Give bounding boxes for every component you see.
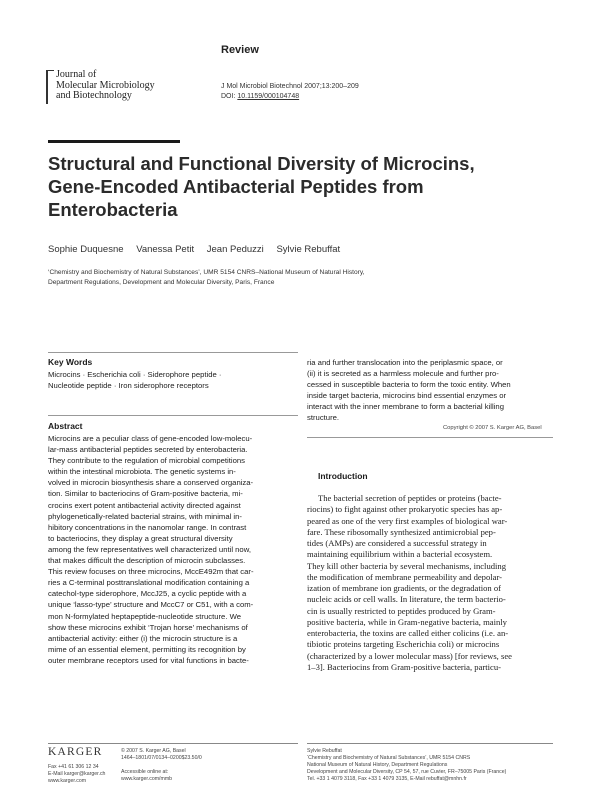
journal-name-line: Journal of: [56, 69, 97, 80]
abstract-line: that makes difficult the description of microcin subclasses.: [48, 556, 246, 566]
publisher-contact: [48, 764, 105, 785]
citation-text: J Mol Microbiol Biotechnol 2007;13:200–209: [221, 83, 359, 90]
affiliation: [48, 268, 468, 288]
correspondence-line: ‘Chemistry and Biochemistry of Natural Substances’, UMR 5154 CNRS: [307, 755, 471, 761]
title-rule: [48, 140, 180, 143]
abstract-line: structure.: [307, 413, 340, 423]
introduction-body: [307, 493, 553, 673]
rights-block: [121, 748, 202, 783]
abstract-line: (ii) it is secreted as a harmless molecule and further pro-: [307, 369, 499, 379]
abstract-line: ries a C-terminal posttranslational modification containing a: [48, 578, 250, 588]
keywords-rule: [48, 352, 298, 353]
contact-line[interactable]: www.karger.com: [48, 778, 87, 784]
abstract-line: to bacteriocins, they display a great structural diversity: [48, 533, 233, 543]
abstract-right: [307, 357, 553, 424]
abstract-line: hibitory concentrations in the nanomolar range. In contrast: [48, 522, 247, 532]
abstract-line: They contribute to the regulation of microbial competitions: [48, 456, 245, 466]
abstract-line: mime of an essential element, permitting its recognition by: [48, 644, 246, 654]
abstract-line: antibacterial activity: either (i) the microcin structure is a: [48, 633, 238, 643]
abstract-line: outer membrane receptors used for vital functions in bacte-: [48, 655, 249, 665]
journal-name: [56, 70, 155, 102]
abstract-line: inside target bacteria, microcins bind essential enzymes or: [307, 391, 507, 401]
author-name: Jean Peduzzi: [206, 244, 264, 255]
citation-block: [221, 82, 359, 102]
intro-line: fare. These ribosomally synthesized antimicrobial pep-: [307, 526, 496, 537]
abstract-line: mon N-formylated heptapeptide-nucleotide structure. We: [48, 611, 241, 621]
keywords-heading: Key Words: [48, 357, 93, 367]
intro-line: (characterized by a lower molecular mass) [for reviews, see: [307, 650, 512, 661]
intro-line: cin is usually restricted to peptides produced by Gram-: [307, 605, 496, 616]
abstract-line: Microcins are a peculiar class of gene-encoded low-molecu-: [48, 434, 253, 443]
abstract-heading: Abstract: [48, 421, 83, 431]
publisher-logo: KARGER: [48, 746, 103, 758]
journal-logo-bar: [46, 70, 48, 104]
keywords-line: Nucleotide peptide · Iron siderophore receptors: [48, 381, 209, 391]
abstract-line: crocins exert potent antibacterial activity directed against: [48, 500, 241, 510]
abstract-line: volved in microcin biosynthesis share a conserved organiza-: [48, 478, 254, 488]
abstract-line: lar-mass antibacterial peptides secreted by enterobacteria.: [48, 445, 248, 455]
abstract-line: show these microcins exhibit ‘Trojan horse’ mechanisms of: [48, 622, 248, 632]
affiliation-line: Department Regulations, Development and Molecular Diversity, Paris, France: [48, 279, 275, 286]
intro-line: positive bacteria, while in Gram-negative bacteria, mainly: [307, 616, 507, 627]
footer-rule-right: [307, 743, 553, 744]
contact-line: Fax +41 61 306 12 34: [48, 764, 99, 770]
intro-line: They kill other bacteria by several mechanisms, including: [307, 560, 507, 571]
doi-label: DOI:: [221, 93, 238, 100]
abstract-line: unique ‘lasso-type’ structure and MccC7 or C51, with a com-: [48, 600, 254, 610]
contact-line: E-Mail karger@karger.ch: [48, 771, 106, 777]
affiliation-line: ‘Chemistry and Biochemistry of Natural Substances’, UMR 5154 CNRS–National Museum of Natural History,: [48, 269, 365, 276]
intro-line: nucleic acids or cell walls. In literature, the term bacterio-: [307, 594, 506, 605]
abstract-rule: [48, 415, 298, 416]
intro-line: 1–3]. Bacteriocins from Gram-positive bacteria, particu-: [307, 661, 502, 672]
abstract-line: tion. Similar to bacteriocins of Gram-positive bacteria, mi-: [48, 489, 243, 499]
abstract-line: This review focuses on three microcins, MccE492m that car-: [48, 567, 254, 577]
journal-name-line: Molecular Microbiology: [56, 79, 155, 91]
rights-line: Accessible online at:: [121, 769, 169, 775]
correspondence-block: [307, 748, 506, 783]
author-name: Sylvie Rebuffat: [276, 244, 341, 255]
journal-name-line: and Biotechnology: [56, 90, 132, 101]
correspondence-line: National Museum of Natural History, Department Regulations: [307, 762, 448, 768]
doi-link[interactable]: 10.1159/000104748: [237, 93, 300, 100]
section-label: Review: [221, 44, 259, 56]
intro-line: The bacterial secretion of peptides or proteins (bacte-: [318, 493, 502, 503]
intro-line: tibiotic proteins targeting Escherichia coli) or microcins: [307, 639, 500, 650]
abstract-line: within the intestinal microbiota. The genetic systems in-: [48, 467, 236, 477]
keywords-list: [48, 369, 300, 391]
abstract-end-rule: [307, 437, 553, 438]
author-name: Sophie Duquesne: [48, 244, 124, 255]
correspondence-line: Tel. +33 1 4079 3118, Fax +33 1 4079 3135, E-Mail rebuffat@mnhn.fr: [307, 776, 467, 782]
intro-line: maintaining equilibrium within a bacterial ecosystem.: [307, 549, 493, 560]
abstract-line: ria and further translocation into the periplasmic space, or: [307, 358, 503, 367]
abstract-line: among the few representatives well characterized until now,: [48, 544, 251, 554]
rights-line: 1464–1801/07/0134–0200$23.50/0: [121, 755, 202, 761]
intro-line: riocins) to fight against other prokaryotic species has ap-: [307, 504, 503, 515]
author-list: [48, 244, 350, 255]
introduction-heading: Introduction: [318, 471, 368, 481]
intro-line: enterobacteria, the toxins are called either colicins (i.e. an-: [307, 628, 509, 638]
article-title: Structural and Functional Diversity of Microcins, Gene-Encoded Antibacterial Peptides from Enterobacteria: [48, 153, 475, 220]
intro-line: tides (AMPs) are considered a successful strategy in: [307, 538, 487, 548]
abstract-line: catechol-type siderophore, MccJ25, a cyclic peptide with a: [48, 589, 247, 599]
abstract-left: [48, 433, 300, 666]
correspondence-line: Development and Molecular Diversity, CP 54, 57, rue Cuvier, FR–75005 Paris (France): [307, 769, 507, 775]
abstract-line: cessed in susceptible bacteria to form the toxic entity. When: [307, 380, 511, 390]
correspondence-line: Sylvie Rebuffat: [307, 748, 342, 754]
author-name: Vanessa Petit: [136, 244, 195, 255]
intro-line: ization of membrane ion gradients, or the degradation of: [307, 583, 502, 593]
intro-line: the modification of membrane permeability and depolar-: [307, 571, 503, 582]
footer-rule-left: [48, 743, 298, 744]
keywords-line: Microcins · Escherichia coli · Siderophore peptide ·: [48, 370, 222, 379]
rights-spacer: [121, 762, 202, 769]
intro-line: peared as one of the very first examples of biological war-: [307, 515, 508, 526]
doi-line: [221, 92, 359, 102]
copyright-notice: Copyright © 2007 S. Karger AG, Basel: [443, 425, 542, 431]
rights-line[interactable]: www.karger.com/mmb: [121, 776, 173, 782]
abstract-line: phylogenetically-related bacterial strains, with minimal in-: [48, 511, 242, 521]
rights-line: © 2007 S. Karger AG, Basel: [121, 748, 186, 754]
abstract-line: interact with the inner membrane to form a bacterial killing: [307, 402, 504, 412]
